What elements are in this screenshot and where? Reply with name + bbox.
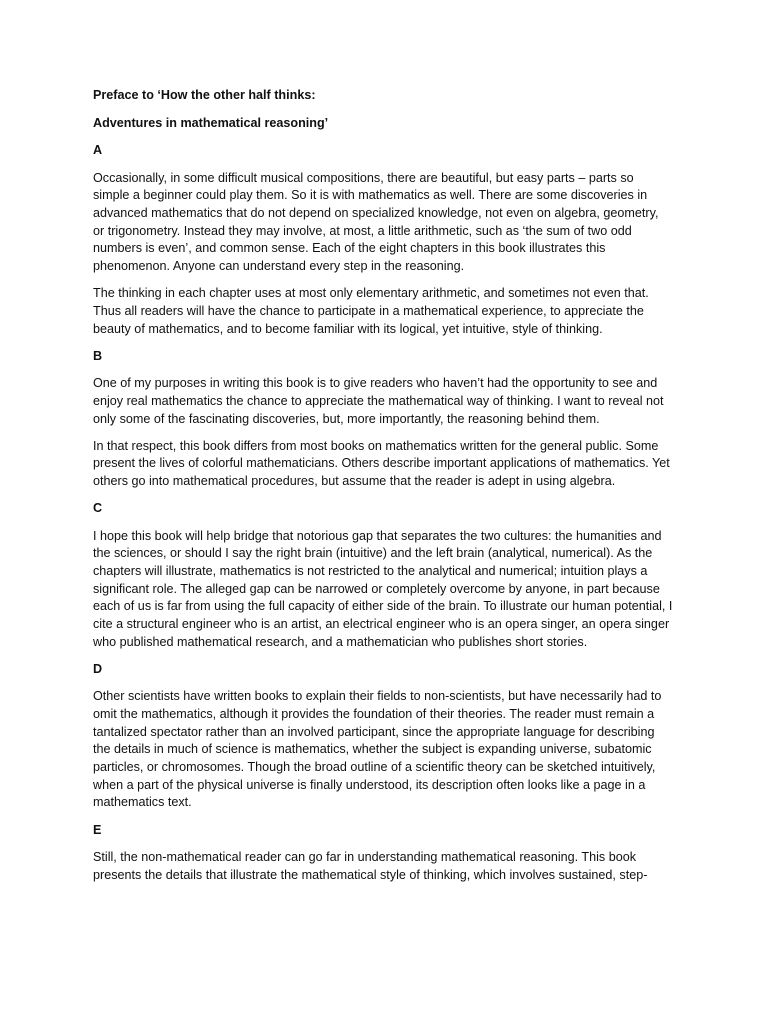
section-letter: C	[93, 501, 103, 516]
paragraph: One of my purposes in writing this book is to give readers who haven’t had the opportunity to see and enjoy real mathematics the chance to appreciate the mathematical way of thinking. I want to reveal not only some of the fascinating discoveries, but, more importantly, the reasoning behind them.	[93, 376, 664, 426]
section-letter: E	[93, 822, 102, 837]
paragraph: Other scientists have written books to explain their fields to non-scientists, but have necessarily had to omit the mathematics, although it provides the foundation of their theories. The reader must remain a tantalized spectator rather than an involved participant, since the appropriate language for describing the details in much of science is mathematics, whether the subject is expanding universe, subatomic particles, or chromosomes. Though the broad outline of a scientific theory can be sketched intuitively, when a part of the physical universe is finally understood, its description often looks like a page in a mathematics text.	[93, 689, 662, 810]
section-b	[93, 348, 673, 491]
section-a	[93, 142, 673, 338]
paragraph: In that respect, this book differs from most books on mathematics written for the general public. Some present the lives of colorful mathematicians. Others describe important applications of mathematics. Yet others go into mathematical procedures, but assume that the reader is adept in using algebra.	[93, 438, 670, 489]
paragraph: The thinking in each chapter uses at most only elementary arithmetic, and sometimes not even that. Thus all readers will have the chance to participate in a mathematical experience, to appreciate the beauty of mathematics, and to become familiar with its logical, yet intuitive, style of thinking.	[93, 286, 649, 336]
paragraph: Still, the non-mathematical reader can go far in understanding mathematical reasoning. This book presents the details that illustrate the mathematical style of thinking, which involves sustained, step-	[93, 849, 648, 882]
section-e	[93, 822, 673, 885]
section-c	[93, 500, 673, 651]
paragraph: Occasionally, in some difficult musical compositions, there are beautiful, but easy parts – parts so simple a beginner could play them. So it is with mathematics as well. There are some discoveries in advanced mathematics that do not depend on specialized knowledge, not even on algebra, geometry, or trigonometry. Instead they may involve, at most, a little arithmetic, such as ‘the sum of two odd numbers is even’, and common sense. Each of the eight chapters in this book illustrates this phenomenon. Anyone can understand every step in the reasoning.	[93, 170, 659, 274]
paragraph: I hope this book will help bridge that notorious gap that separates the two cultures: the humanities and the sciences, or should I say the right brain (intuitive) and the left brain (analytical, numerical). As the chapters will illustrate, mathematics is not restricted to the analytical and numerical; intuition plays a significant role. The alleged gap can be narrowed or completely overcome by anyone, in part because each of us is far from using the full capacity of either side of the brain. To illustrate our human potential, I cite a structural engineer who is an artist, an electrical engineer who is an opera singer, an opera singer who published mathematical research, and a mathematician who publishes short stories.	[93, 528, 673, 649]
section-d	[93, 661, 673, 812]
document-title-line-2: Adventures in mathematical reasoning’	[93, 115, 329, 130]
document-title-line-1: Preface to ‘How the other half thinks:	[93, 88, 316, 102]
section-letter: D	[93, 661, 103, 676]
section-letter: A	[93, 143, 103, 158]
document-page	[93, 87, 673, 884]
section-letter: B	[93, 348, 103, 363]
